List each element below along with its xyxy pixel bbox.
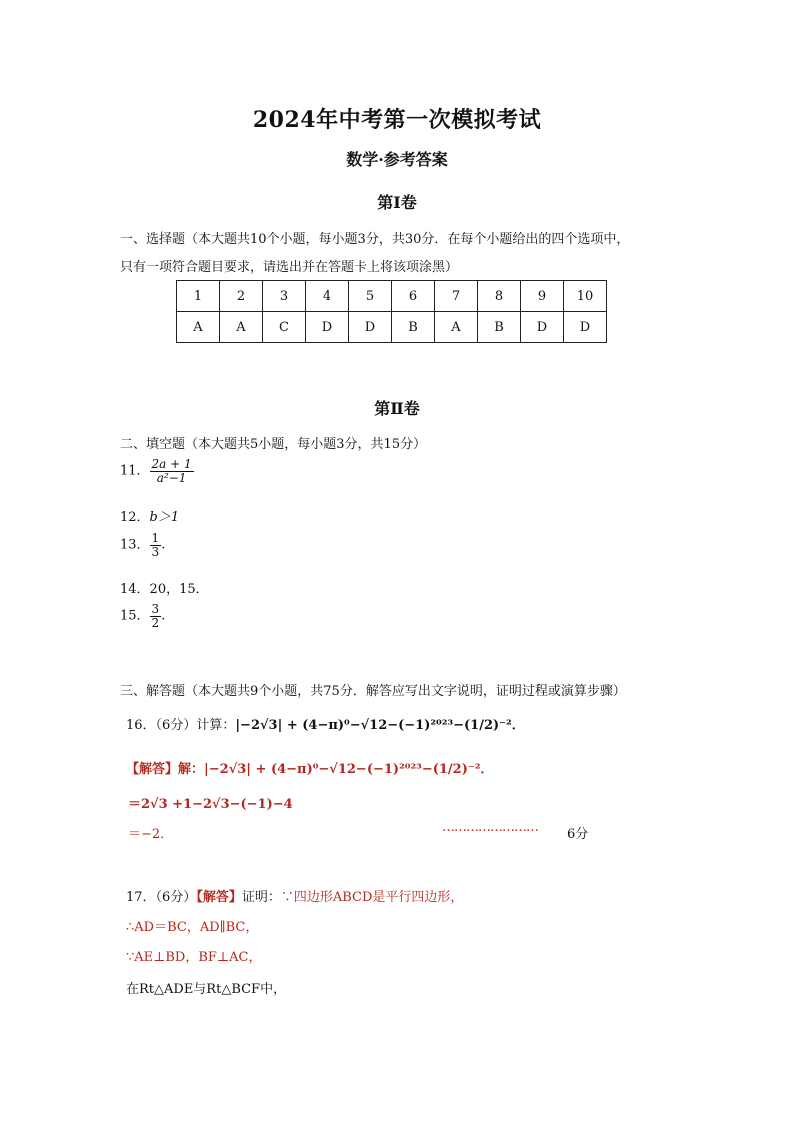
q11-denominator: a²−1 bbox=[156, 470, 187, 485]
q17-prefix: 17．（6分） bbox=[126, 890, 197, 905]
q13-tail: . bbox=[161, 537, 166, 553]
q13-denominator: 3 bbox=[151, 544, 160, 559]
answer-cell: A bbox=[435, 312, 478, 343]
q16-question bbox=[126, 714, 525, 733]
question-number: 5 bbox=[349, 281, 392, 312]
solve-section-header: 三、解答题（本大题共9个小题，共75分．解答应写出文字说明，证明过程或演算步骤） bbox=[120, 684, 626, 699]
answer-cell: C bbox=[263, 312, 306, 343]
question-number: 3 bbox=[263, 281, 306, 312]
choice-section-header-2: 只有一项符合题目要求，请选出并在答题卡上将该项涂黑） bbox=[120, 260, 459, 275]
q15-numerator: 3 bbox=[151, 602, 160, 616]
q17-line-4: 在Rt△ADE与Rt△BCF中， bbox=[126, 982, 287, 997]
answer-cell: A bbox=[177, 312, 220, 343]
q16-score: 6分 bbox=[567, 827, 589, 842]
question-number: 10 bbox=[564, 281, 607, 312]
q15-answer bbox=[120, 603, 165, 629]
q11-answer bbox=[120, 458, 194, 484]
q13-fraction bbox=[150, 532, 162, 558]
q16-solution-line bbox=[126, 758, 493, 777]
q17-line-2: ∴AD＝BC，AD∥BC， bbox=[126, 920, 259, 935]
question-number: 6 bbox=[392, 281, 435, 312]
answer-cell: D bbox=[349, 312, 392, 343]
volume-1-label: 第Ⅰ卷 bbox=[377, 193, 417, 212]
q11-numerator: 2a + 1 bbox=[151, 457, 192, 471]
answer-cell: B bbox=[392, 312, 435, 343]
question-number: 2 bbox=[220, 281, 263, 312]
q17-header bbox=[126, 886, 463, 905]
q17-line-3: ∵AE⊥BD，BF⊥AC， bbox=[126, 950, 262, 965]
answer-table-question-row bbox=[177, 281, 607, 312]
page-title: 2024年中考第一次模拟考试 bbox=[252, 107, 542, 133]
q14-value: 20，15． bbox=[149, 582, 209, 597]
q17-line-1: ∵四边形ABCD是平行四边形， bbox=[280, 890, 464, 905]
q16-dot-leader: …………………… bbox=[442, 820, 538, 835]
question-number: 4 bbox=[306, 281, 349, 312]
q16-expression: |−2√3| + (4−π)⁰−√12−(−1)²⁰²³−(1/2)⁻²． bbox=[235, 718, 525, 733]
q13-answer bbox=[120, 532, 165, 558]
q15-number: 15． bbox=[120, 608, 150, 624]
answer-cell: D bbox=[521, 312, 564, 343]
q14-number: 14． bbox=[120, 582, 150, 597]
q15-denominator: 2 bbox=[151, 615, 160, 630]
q13-numerator: 1 bbox=[151, 531, 160, 545]
page-subtitle: 数学·参考答案 bbox=[346, 150, 448, 169]
q12-value: b＞1 bbox=[149, 510, 180, 525]
question-number: 9 bbox=[521, 281, 564, 312]
q16-step-2: ＝−2． bbox=[128, 827, 174, 842]
fill-section-header: 二、填空题（本大题共5小题，每小题3分，共15分） bbox=[120, 437, 427, 452]
q11-fraction bbox=[150, 458, 194, 484]
volume-2-label: 第Ⅱ卷 bbox=[374, 399, 420, 418]
question-number: 7 bbox=[435, 281, 478, 312]
answer-table bbox=[176, 280, 607, 343]
choice-section-header-1: 一、选择题（本大题共10个小题，每小题3分，共30分．在每个小题给出的四个选项中， bbox=[120, 232, 630, 247]
q17-proof-label: 证明： bbox=[241, 890, 281, 905]
answer-table-answer-row bbox=[177, 312, 607, 343]
q16-step-1: ＝2√3 +1−2√3−(−1)−4 bbox=[128, 797, 293, 812]
question-number: 8 bbox=[478, 281, 521, 312]
q16-prefix: 16．（6分）计算： bbox=[126, 718, 236, 733]
q15-tail: . bbox=[161, 608, 166, 624]
q11-number: 11． bbox=[120, 463, 150, 479]
q16-answer-tag: 【解答】 bbox=[126, 762, 179, 777]
q12-answer bbox=[120, 506, 179, 525]
answer-cell: D bbox=[564, 312, 607, 343]
q16-jie: 解： bbox=[178, 762, 205, 777]
answer-cell: A bbox=[220, 312, 263, 343]
q17-answer-tag: 【解答】 bbox=[196, 890, 242, 905]
q16-solution-expression: |−2√3| + (4−π)⁰−√12−(−1)²⁰²³−(1/2)⁻²． bbox=[204, 762, 494, 777]
q15-fraction bbox=[150, 603, 162, 629]
q13-number: 13． bbox=[120, 537, 150, 553]
answer-cell: B bbox=[478, 312, 521, 343]
q12-number: 12． bbox=[120, 510, 150, 525]
answer-cell: D bbox=[306, 312, 349, 343]
question-number: 1 bbox=[177, 281, 220, 312]
q14-answer bbox=[120, 578, 209, 597]
